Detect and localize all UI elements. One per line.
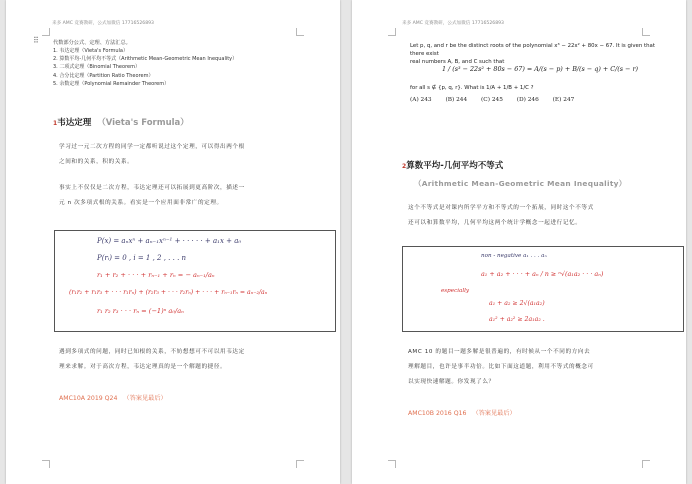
paragraph-line: 之间和的关系，积的关系。 xyxy=(59,159,134,165)
paragraph-line: 元 n 次多项式根的关系。看实是一个应用面非常广的定理。 xyxy=(59,200,223,206)
paragraph xyxy=(59,181,245,211)
handwritten-line: P(rᵢ) = 0 , i = 1 , 2 , . . . n xyxy=(97,254,187,262)
page-corner-mark xyxy=(42,28,50,36)
answer-choice: (E) 247 xyxy=(552,97,575,103)
handwritten-line: non - negative a₁ . . . aₙ xyxy=(481,253,547,259)
paragraph xyxy=(59,140,245,170)
paragraph-line: 以实现快速解题。你发现了么？ xyxy=(408,379,495,385)
section-heading-amgm xyxy=(402,159,503,171)
paragraph-line: AMC 10 的题目一题多解是很普遍的，有时候从一个不同的方向去 xyxy=(408,349,591,355)
problem-formula: 1 / (s³ − 22s² + 80s − 67) = A/(s − p) + B/(s − q) + C/(s − r) xyxy=(441,65,639,73)
problem-condition: for all s ∉ {p, q, r}. What is 1/A + 1/B + 1/C ? xyxy=(410,85,534,91)
problem-reference xyxy=(59,393,167,402)
section-title-en: （Vieta's Formula） xyxy=(97,118,189,128)
page-corner-mark xyxy=(642,460,650,468)
toc-item[interactable]: 1. 韦达定理（Vieta's Formula） xyxy=(53,48,128,54)
page-corner-mark xyxy=(296,460,304,468)
paragraph xyxy=(408,201,594,231)
paragraph-line: 这个不等式是对课内所学平方和不等式的一个拓展，同时这个不等式 xyxy=(408,205,594,211)
handwritten-line: a₁² + a₂² ≥ 2a₁a₂ . xyxy=(489,316,545,323)
handwritten-line: especially xyxy=(441,288,470,294)
drag-handle-icon[interactable]: ⠿ xyxy=(33,36,38,45)
document-page-left xyxy=(6,0,340,484)
problem-reference xyxy=(408,408,516,417)
problem-statement xyxy=(410,42,670,66)
answer-link[interactable]: （答案见最后） xyxy=(472,410,516,417)
intro-title: 代数部分公式、定理、方法汇总。 xyxy=(53,40,131,46)
answer-choice: (A) 243 xyxy=(410,97,432,103)
handwritten-line: r₁ r₂ r₃ · · · rₙ = (−1)ⁿ a₀/aₙ xyxy=(97,307,184,315)
handwritten-line: a₁ + a₂ ≥ 2√(a₁a₂) xyxy=(489,300,545,307)
section-heading-vieta xyxy=(53,116,189,128)
page-header: 来多 AMC 竞赛教研，公式加微信 17716526893 xyxy=(52,21,154,26)
handwritten-line: r₁ + r₂ + · · · + rₙ₋₁ + rₙ = − aₙ₋₁/aₙ xyxy=(97,271,215,279)
handwritten-line: (r₁r₂ + r₁r₃ + · · · r₁rₙ) + (r₂r₃ + · · · r₂rₙ) + · · · + rₙ₋₁rₙ = aₙ₋₂/aₙ xyxy=(69,289,268,296)
handwritten-line: P(x) = aₙxⁿ + aₙ₋₁xⁿ⁻¹ + · · · · · + a₁x + a₀ xyxy=(97,237,242,245)
page-corner-mark xyxy=(42,460,50,468)
handwritten-note-box xyxy=(402,246,684,332)
answer-choice: (D) 246 xyxy=(516,97,539,103)
page-corner-mark xyxy=(296,28,304,36)
paragraph-line: 理来求解。对于高次方程，韦达定理真的是一个解题的捷径。 xyxy=(59,364,227,370)
page-header: 来多 AMC 竞赛教研，公式加微信 17716526893 xyxy=(402,21,504,26)
handwritten-line: a₁ + a₂ + · · · + aₙ / n ≥ ⁿ√(a₁a₂ · · · aₙ) xyxy=(481,270,604,278)
paragraph-line: 理解题目，也许是事半功倍。比如下面这道题，利用不等式的概念可 xyxy=(408,364,594,370)
paragraph-line: 还可以和算数平均，几何平均这两个统计学概念一起进行记忆。 xyxy=(408,220,582,226)
problem-line: real numbers A, B, and C such that xyxy=(410,59,505,65)
toc-item[interactable]: 5. 余数定理（Polynomial Remainder Theorem） xyxy=(53,80,170,87)
problem-line: Let p, q, and r be the distinct roots of the polynomial x³ − 22x² + 80x − 67. It is given that there exist xyxy=(410,43,655,57)
answer-choice: (B) 244 xyxy=(445,97,468,103)
paragraph-line: 遇到多项式的问题，同时已知根的关系，不妨想想可不可以用韦达定 xyxy=(59,349,245,355)
section-number: 1 xyxy=(53,120,58,127)
document-page-right xyxy=(352,0,686,484)
paragraph xyxy=(59,345,245,375)
answer-link[interactable]: （答案见最后） xyxy=(123,395,167,402)
section-title-text: 算数平均-几何平均不等式 xyxy=(406,161,504,171)
problem-reference-text: AMC10B 2016 Q16 xyxy=(408,410,467,417)
section-title-en: （Arithmetic Mean-Geometric Mean Inequality） xyxy=(414,179,627,188)
paragraph-line: 学习过一元二次方程的同学一定都听说过这个定理，可以得出两个根 xyxy=(59,144,245,150)
section-title-text: 韦达定理 xyxy=(57,118,92,128)
toc-item[interactable]: 4. 合分比定理（Partition Ratio Theorem） xyxy=(53,72,154,79)
toc-list xyxy=(53,47,237,88)
toc-item[interactable]: 2. 算数平均-几何平均不等式（Arithmetic Mean-Geometric Mean Inequality） xyxy=(53,56,238,63)
page-corner-mark xyxy=(388,460,396,468)
answer-choices xyxy=(410,97,586,103)
toc-item[interactable]: 3. 二项式定理（Binomial Theorem） xyxy=(53,64,140,71)
section-number: 2 xyxy=(402,163,407,170)
paragraph xyxy=(408,345,594,390)
page-corner-mark xyxy=(388,28,396,36)
answer-choice: (C) 245 xyxy=(481,97,503,103)
problem-reference-text: AMC10A 2019 Q24 xyxy=(59,395,118,402)
page-corner-mark xyxy=(642,28,650,36)
handwritten-note-box xyxy=(54,230,336,332)
paragraph-line: 事实上不仅仅是二次方程，韦达定理还可以拓展到更高阶次，描述一 xyxy=(59,185,245,191)
